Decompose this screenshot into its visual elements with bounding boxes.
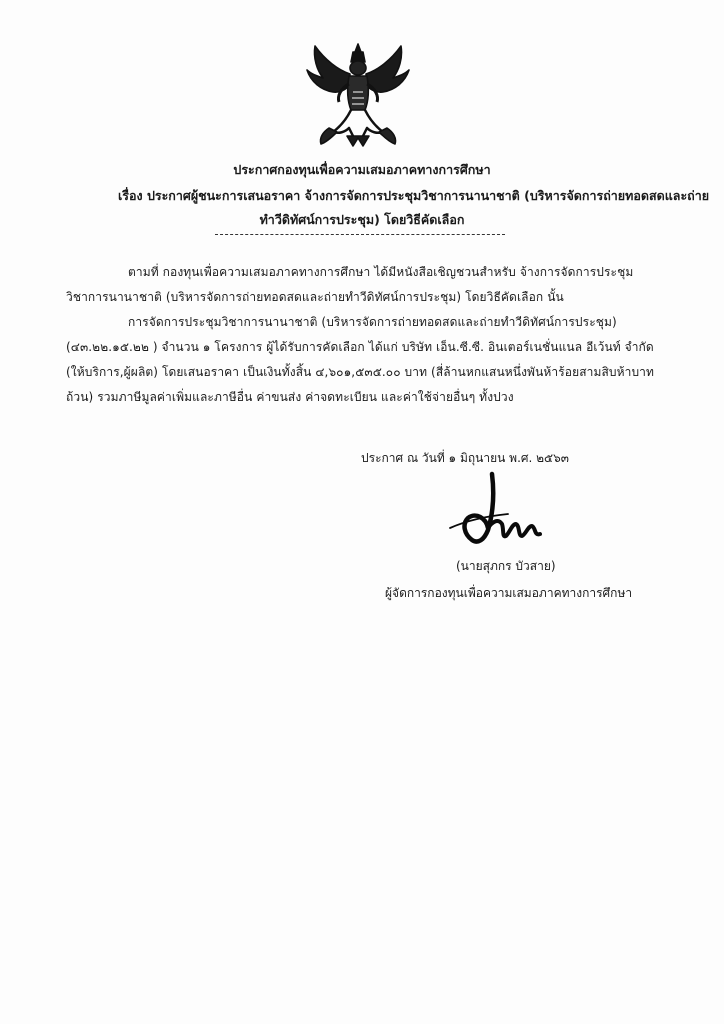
document-subject: เรื่อง ประกาศผู้ชนะการเสนอราคา จ้างการจัดการประชุมวิชาการนานาชาติ (บริหารจัดการถ่ายทอดสดและถ่าย xyxy=(118,188,710,203)
signer-name: (นายสุภกร บัวสาย) xyxy=(456,559,556,573)
garuda-emblem-icon xyxy=(303,40,413,148)
document-title: ประกาศกองทุนเพื่อความเสมอภาคทางการศึกษา xyxy=(233,162,491,177)
handwritten-signature xyxy=(448,470,558,556)
signer-title: ผู้จัดการกองทุนเพื่อความเสมอภาคทางการศึกษา xyxy=(385,586,633,600)
body-line: ตามที่ กองทุนเพื่อความเสมอภาคทางการศึกษา ได้มีหนังสือเชิญชวนสำหรับ จ้างการจัดการประชุม xyxy=(128,265,634,279)
announcement-date: ประกาศ ณ วันที่ ๑ มิถุนายน พ.ศ. ๒๕๖๓ xyxy=(361,451,569,465)
body-line: วิชาการนานาชาติ (บริหารจัดการถ่ายทอดสดและถ่ายทำวีดิทัศน์การประชุม) โดยวิธีคัดเลือก นั้น xyxy=(66,290,564,304)
dashed-divider xyxy=(215,234,505,235)
document-subject-continued: ทำวีดิทัศน์การประชุม) โดยวิธีคัดเลือก xyxy=(259,212,465,227)
body-line: ถ้วน) รวมภาษีมูลค่าเพิ่มและภาษีอื่น ค่าขนส่ง ค่าจดทะเบียน และค่าใช้จ่ายอื่นๆ ทั้งปวง xyxy=(66,390,514,404)
body-line: การจัดการประชุมวิชาการนานาชาติ (บริหารจัดการถ่ายทอดสดและถ่ายทำวีดิทัศน์การประชุม) xyxy=(128,315,617,329)
body-line: (ให้บริการ,ผู้ผลิต) โดยเสนอราคา เป็นเงินทั้งสิ้น ๔,๖๐๑,๕๓๕.๐๐ บาท (สี่ล้านหกแสนหนึ่งพันห้าร้อยสามสิบห้าบาท xyxy=(66,365,655,379)
body-line: (๔๓.๒๒.๑๕.๒๒ ) จำนวน ๑ โครงการ ผู้ได้รับการคัดเลือก ได้แก่ บริษัท เอ็น.ซี.ซี. อินเตอร์เนชั่นแนล อีเว้นท์ จำกัด xyxy=(66,340,654,354)
